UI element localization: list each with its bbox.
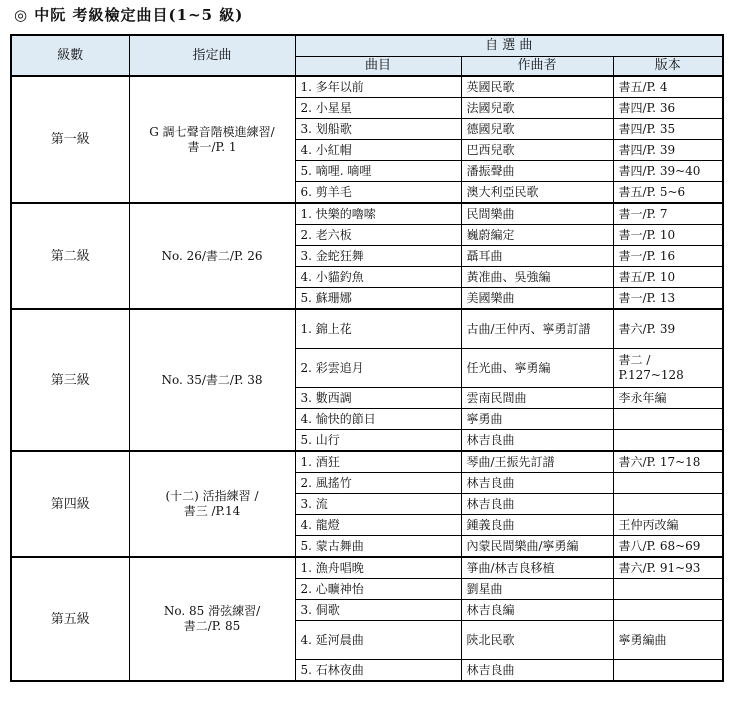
designated-piece: No. 35/書二/P. 38 bbox=[129, 309, 295, 451]
edition-cell: 書五/P. 4 bbox=[613, 76, 723, 98]
edition-cell bbox=[613, 494, 723, 515]
header-composer: 作曲者 bbox=[461, 56, 613, 76]
edition-cell: 書一/P. 13 bbox=[613, 288, 723, 310]
composer-cell: 林吉良曲 bbox=[461, 473, 613, 494]
designated-piece: (十二) 活指練習 / 書三 /P.14 bbox=[129, 451, 295, 557]
composer-cell: 巴西兒歌 bbox=[461, 140, 613, 161]
piece-cell: 2. 小星星 bbox=[295, 98, 461, 119]
composer-cell: 劉星曲 bbox=[461, 579, 613, 600]
piece-cell: 2. 老六板 bbox=[295, 225, 461, 246]
piece-cell: 4. 愉快的節日 bbox=[295, 409, 461, 430]
edition-cell: 書六/P. 39 bbox=[613, 309, 723, 349]
piece-cell: 6. 剪羊毛 bbox=[295, 182, 461, 204]
composer-cell: 鍾義良曲 bbox=[461, 515, 613, 536]
edition-cell: 書四/P. 35 bbox=[613, 119, 723, 140]
piece-cell: 5. 山行 bbox=[295, 430, 461, 452]
piece-cell: 2. 心曠神怡 bbox=[295, 579, 461, 600]
edition-cell: 書四/P. 39~40 bbox=[613, 161, 723, 182]
level-name: 第五級 bbox=[11, 557, 129, 681]
piece-cell: 5. 石林夜曲 bbox=[295, 660, 461, 682]
piece-cell: 5. 蒙古舞曲 bbox=[295, 536, 461, 558]
piece-cell: 1. 快樂的嚕嗦 bbox=[295, 203, 461, 225]
table-row bbox=[11, 309, 723, 349]
composer-cell: 法國兒歌 bbox=[461, 98, 613, 119]
composer-cell: 陝北民歌 bbox=[461, 621, 613, 660]
piece-cell: 1. 錦上花 bbox=[295, 309, 461, 349]
level-name: 第四級 bbox=[11, 451, 129, 557]
edition-cell: 書一/P. 10 bbox=[613, 225, 723, 246]
composer-cell: 黃准曲、吳強編 bbox=[461, 267, 613, 288]
piece-cell: 5. 嘀哩. 嘀哩 bbox=[295, 161, 461, 182]
edition-cell: 書五/P. 5~6 bbox=[613, 182, 723, 204]
page-title: ◎ 中阮 考級檢定曲目(1~5 級) bbox=[14, 6, 244, 24]
composer-cell: 林吉良編 bbox=[461, 600, 613, 621]
header-designated: 指定曲 bbox=[129, 35, 295, 76]
edition-cell bbox=[613, 600, 723, 621]
edition-cell bbox=[613, 660, 723, 682]
edition-cell: 書一/P. 16 bbox=[613, 246, 723, 267]
composer-cell: 林吉良曲 bbox=[461, 494, 613, 515]
composer-cell: 林吉良曲 bbox=[461, 430, 613, 452]
level-name: 第三級 bbox=[11, 309, 129, 451]
piece-cell: 3. 流 bbox=[295, 494, 461, 515]
composer-cell: 民間樂曲 bbox=[461, 203, 613, 225]
designated-piece: No. 85 滑弦練習/ 書二/P. 85 bbox=[129, 557, 295, 681]
header-piece: 曲目 bbox=[295, 56, 461, 76]
table-row bbox=[11, 451, 723, 473]
composer-cell: 巍蔚編定 bbox=[461, 225, 613, 246]
composer-cell: 英國民歌 bbox=[461, 76, 613, 98]
piece-cell: 4. 延河晨曲 bbox=[295, 621, 461, 660]
edition-cell: 王仲丙改編 bbox=[613, 515, 723, 536]
edition-cell: 書八/P. 68~69 bbox=[613, 536, 723, 558]
composer-cell: 箏曲/林吉良移植 bbox=[461, 557, 613, 579]
composer-cell: 聶耳曲 bbox=[461, 246, 613, 267]
composer-cell: 寧勇曲 bbox=[461, 409, 613, 430]
edition-cell: 寧勇編曲 bbox=[613, 621, 723, 660]
table-row bbox=[11, 203, 723, 225]
table-row bbox=[11, 557, 723, 579]
grade-table-body bbox=[11, 76, 723, 681]
composer-cell: 任光曲、寧勇編 bbox=[461, 349, 613, 388]
composer-cell: 德國兒歌 bbox=[461, 119, 613, 140]
piece-cell: 3. 侗歌 bbox=[295, 600, 461, 621]
edition-cell: 書五/P. 10 bbox=[613, 267, 723, 288]
composer-cell: 林吉良曲 bbox=[461, 660, 613, 682]
edition-cell bbox=[613, 430, 723, 452]
composer-cell: 澳大利亞民歌 bbox=[461, 182, 613, 204]
piece-cell: 5. 蘇珊娜 bbox=[295, 288, 461, 310]
edition-cell: 書六/P. 91~93 bbox=[613, 557, 723, 579]
grade-table bbox=[10, 34, 724, 682]
composer-cell: 內蒙民間樂曲/寧勇編 bbox=[461, 536, 613, 558]
header-level: 級數 bbox=[11, 35, 129, 76]
designated-piece: No. 26/書二/P. 26 bbox=[129, 203, 295, 309]
edition-cell: 書四/P. 39 bbox=[613, 140, 723, 161]
edition-cell: 書一/P. 7 bbox=[613, 203, 723, 225]
edition-cell bbox=[613, 473, 723, 494]
edition-cell: 書二 / P.127~128 bbox=[613, 349, 723, 388]
edition-cell: 李永年編 bbox=[613, 388, 723, 409]
piece-cell: 1. 漁舟唱晚 bbox=[295, 557, 461, 579]
composer-cell: 美國樂曲 bbox=[461, 288, 613, 310]
level-name: 第一級 bbox=[11, 76, 129, 203]
piece-cell: 2. 風搖竹 bbox=[295, 473, 461, 494]
composer-cell: 古曲/王仲丙、寧勇訂譜 bbox=[461, 309, 613, 349]
piece-cell: 3. 金蛇狂舞 bbox=[295, 246, 461, 267]
piece-cell: 4. 龍燈 bbox=[295, 515, 461, 536]
header-edition: 版本 bbox=[613, 56, 723, 76]
table-row bbox=[11, 76, 723, 98]
piece-cell: 2. 彩雲追月 bbox=[295, 349, 461, 388]
designated-piece: G 調七聲音階模進練習/ 書一/P. 1 bbox=[129, 76, 295, 203]
composer-cell: 雲南民間曲 bbox=[461, 388, 613, 409]
edition-cell bbox=[613, 409, 723, 430]
edition-cell: 書六/P. 17~18 bbox=[613, 451, 723, 473]
edition-cell: 書四/P. 36 bbox=[613, 98, 723, 119]
composer-cell: 潘振聲曲 bbox=[461, 161, 613, 182]
edition-cell bbox=[613, 579, 723, 600]
piece-cell: 4. 小紅帽 bbox=[295, 140, 461, 161]
piece-cell: 1. 多年以前 bbox=[295, 76, 461, 98]
piece-cell: 3. 划船歌 bbox=[295, 119, 461, 140]
header-free-choice: 自 選 曲 bbox=[295, 35, 723, 56]
composer-cell: 琴曲/王振先訂譜 bbox=[461, 451, 613, 473]
level-name: 第二級 bbox=[11, 203, 129, 309]
piece-cell: 3. 數西調 bbox=[295, 388, 461, 409]
piece-cell: 4. 小貓釣魚 bbox=[295, 267, 461, 288]
piece-cell: 1. 酒狂 bbox=[295, 451, 461, 473]
